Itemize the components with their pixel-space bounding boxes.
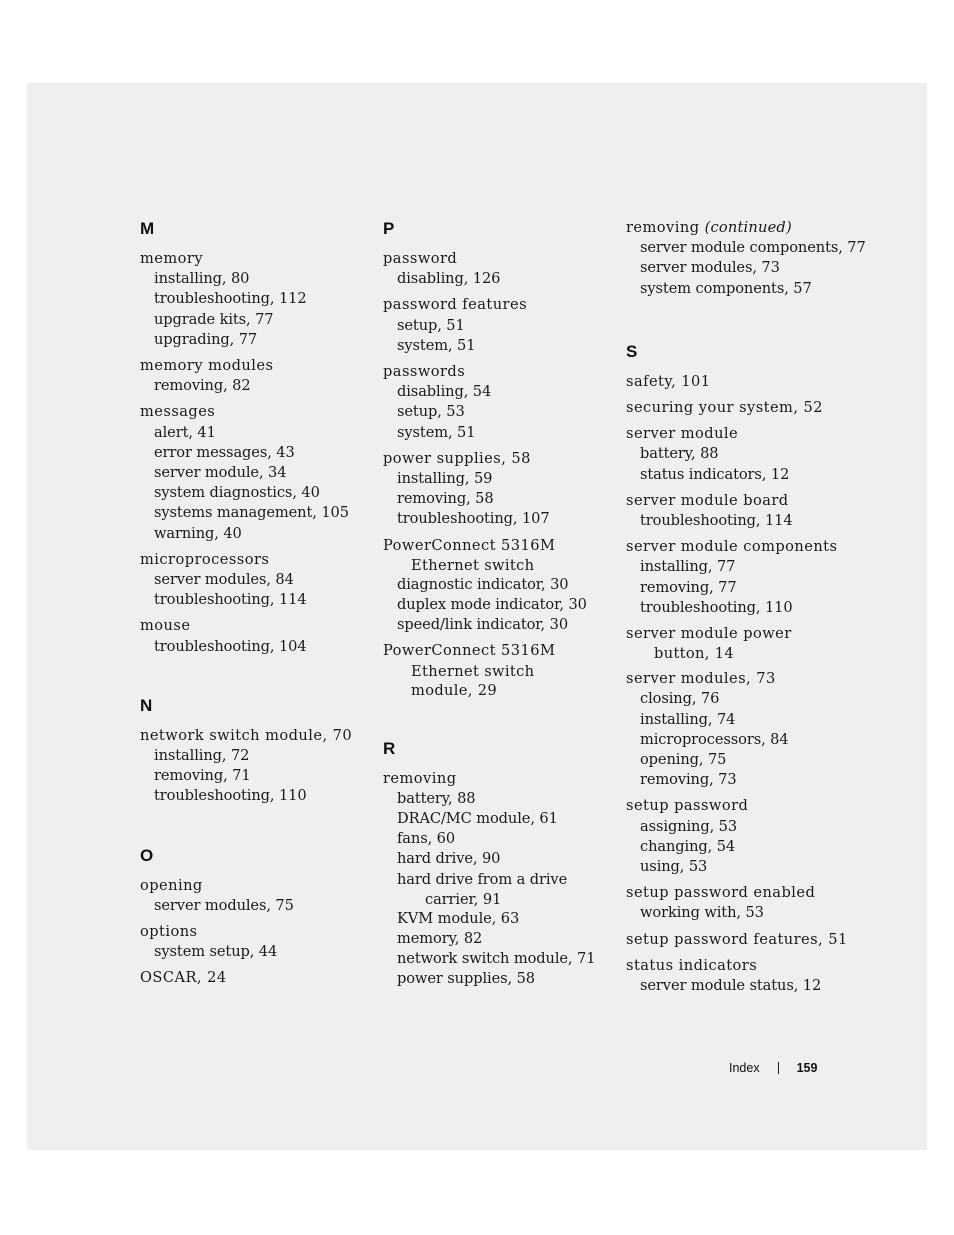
index-entry [140, 968, 370, 988]
index-subterm: upgrading, 77 [154, 330, 258, 348]
footer-divider [778, 1062, 779, 1074]
index-term: removing [383, 769, 457, 787]
index-term: OSCAR, 24 [140, 969, 227, 987]
index-subterm: using, 53 [640, 858, 708, 876]
index-subterm: installing, 74 [640, 710, 736, 728]
index-subterm: installing, 72 [154, 747, 250, 765]
index-subterm: KVM module, 63 [397, 909, 520, 927]
index-subterm: troubleshooting, 110 [154, 787, 307, 805]
index-term: passwords [383, 363, 466, 381]
index-subterm: alert, 41 [154, 423, 216, 441]
index-entry [140, 726, 370, 807]
index-entry [140, 550, 370, 611]
index-section-p [383, 218, 613, 700]
index-section-r [383, 738, 613, 990]
index-term: server module [626, 425, 739, 443]
index-term: options [140, 923, 198, 941]
index-term: messages [140, 403, 216, 421]
index-column-1 [140, 218, 370, 1027]
index-subterm: removing, 58 [397, 490, 494, 508]
index-term: network switch module, 70 [140, 726, 353, 744]
index-entry [383, 249, 613, 289]
index-entry [383, 536, 613, 636]
index-subterm: microprocessors, 84 [640, 730, 789, 748]
index-subterm: server modules, 75 [154, 896, 294, 914]
index-term: PowerConnect 5316M [383, 536, 556, 554]
index-entry [140, 356, 370, 396]
index-subterm: disabling, 126 [397, 270, 501, 288]
index-term: power supplies, 58 [383, 449, 531, 467]
index-subterm: battery, 88 [640, 445, 719, 463]
index-entry [140, 876, 370, 916]
index-subterm: fans, 60 [397, 830, 456, 848]
index-term: opening [140, 876, 203, 894]
index-subterm: network switch module, 71 [397, 950, 596, 968]
index-subterm: upgrade kits, 77 [154, 310, 274, 328]
index-section-o [140, 845, 370, 989]
index-entry [626, 491, 856, 531]
index-subterm: removing, 71 [154, 767, 251, 785]
index-subterm: systems management, 105 [154, 504, 349, 522]
index-column-2 [383, 218, 613, 1028]
index-term-continuation: Ethernet switch [411, 662, 535, 680]
index-term-continuation: Ethernet switch [411, 556, 535, 574]
index-term: microprocessors [140, 550, 270, 568]
index-subterm: warning, 40 [154, 524, 242, 542]
index-subterm: working with, 53 [640, 904, 764, 922]
index-subterm: opening, 75 [640, 751, 727, 769]
index-subterm: system diagnostics, 40 [154, 484, 320, 502]
index-subterm: power supplies, 58 [397, 970, 535, 988]
index-entry [140, 616, 370, 656]
index-section-n [140, 695, 370, 807]
index-term: password features [383, 296, 528, 314]
section-letter: O [140, 845, 154, 865]
index-subterm: removing, 77 [640, 578, 737, 596]
index-subterm: closing, 76 [640, 690, 720, 708]
index-section-m [140, 218, 370, 657]
index-subterm: server module components, 77 [640, 239, 866, 257]
index-subterm: server modules, 84 [154, 571, 294, 589]
index-entry [383, 449, 613, 530]
index-subterm: memory, 82 [397, 930, 483, 948]
index-entry [626, 930, 856, 950]
index-term [626, 218, 856, 238]
index-entry [626, 956, 856, 996]
index-entry [140, 922, 370, 962]
index-subterm: server module, 34 [154, 464, 287, 482]
index-subterm: installing, 80 [154, 270, 250, 288]
index-subterm: server module status, 12 [640, 977, 822, 995]
index-term: setup password [626, 797, 749, 815]
index-entry [626, 372, 856, 392]
index-subterm: setup, 53 [397, 403, 465, 421]
index-term: setup password enabled [626, 884, 816, 902]
index-entry [626, 218, 866, 299]
index-subterm: system components, 57 [640, 279, 812, 297]
index-term: status indicators [626, 956, 758, 974]
index-term-continuation: module, 29 [411, 681, 498, 699]
index-subterm: server modules, 73 [640, 259, 780, 277]
index-subterm: duplex mode indicator, 30 [397, 596, 587, 614]
index-term: PowerConnect 5316M [383, 642, 556, 660]
section-letter: M [140, 219, 155, 238]
index-entry [383, 362, 613, 443]
index-subterm: troubleshooting, 114 [154, 591, 307, 609]
index-subterm: changing, 54 [640, 837, 736, 855]
index-subterm: removing, 82 [154, 377, 251, 395]
index-subterm: status indicators, 12 [640, 465, 790, 483]
index-term: server module components [626, 538, 838, 556]
index-subterm: DRAC/MC module, 61 [397, 810, 558, 828]
index-term: memory modules [140, 357, 274, 375]
index-subterm: system, 51 [397, 423, 476, 441]
index-subterm: speed/link indicator, 30 [397, 616, 569, 634]
page-footer [729, 1061, 817, 1075]
index-entry [626, 796, 856, 877]
index-entry [383, 295, 613, 356]
index-subterm: troubleshooting, 107 [397, 510, 550, 528]
index-subterm: system setup, 44 [154, 943, 278, 961]
index-subterm: diagnostic indicator, 30 [397, 575, 569, 593]
index-subterm: disabling, 54 [397, 383, 492, 401]
index-term: password [383, 250, 458, 267]
index-entry [140, 402, 370, 543]
page-number: 159 [796, 1061, 818, 1075]
index-entry [626, 669, 856, 790]
index-subterm: installing, 59 [397, 470, 493, 488]
index-subterm: troubleshooting, 112 [154, 290, 307, 308]
index-subterm: setup, 51 [397, 316, 465, 334]
index-term: setup password features, 51 [626, 930, 848, 948]
index-entry [626, 537, 856, 618]
index-subterm: error messages, 43 [154, 443, 295, 461]
index-entry [626, 398, 856, 418]
index-term: server module power [626, 625, 792, 643]
index-section-continued [626, 218, 866, 299]
index-column-3 [626, 218, 866, 1034]
index-entry [626, 883, 856, 923]
index-section-s [626, 341, 856, 996]
index-subterm: troubleshooting, 104 [154, 637, 307, 655]
index-subterm: system, 51 [397, 336, 476, 354]
index-term: mouse [140, 617, 191, 635]
index-term: memory [140, 250, 204, 267]
index-entry [140, 249, 370, 350]
index-term: safety, 101 [626, 372, 711, 390]
index-subterm: removing, 73 [640, 771, 737, 789]
index-entry [626, 424, 856, 485]
index-subterm-continuation: carrier, 91 [425, 890, 502, 908]
index-subterm: installing, 77 [640, 558, 736, 576]
index-subterm: hard drive, 90 [397, 850, 501, 868]
index-subterm: troubleshooting, 110 [640, 598, 793, 616]
index-subterm: hard drive from a drive [397, 870, 568, 888]
index-term: server modules, 73 [626, 670, 776, 688]
section-letter: S [626, 341, 638, 361]
index-entry [383, 641, 613, 699]
section-letter: N [140, 695, 153, 715]
continued-term: removing [626, 219, 700, 236]
index-entry [383, 769, 613, 990]
index-subterm: battery, 88 [397, 789, 476, 807]
continued-label: (continued) [704, 219, 792, 236]
index-subterm: assigning, 53 [640, 817, 738, 835]
index-term: server module board [626, 491, 789, 509]
section-letter: P [383, 219, 395, 238]
footer-section-label: Index [729, 1061, 760, 1075]
index-entry [626, 624, 856, 663]
index-subterm: troubleshooting, 114 [640, 512, 793, 530]
section-letter: R [383, 738, 396, 758]
index-term: securing your system, 52 [626, 399, 823, 417]
index-term-continuation: button, 14 [654, 645, 735, 663]
